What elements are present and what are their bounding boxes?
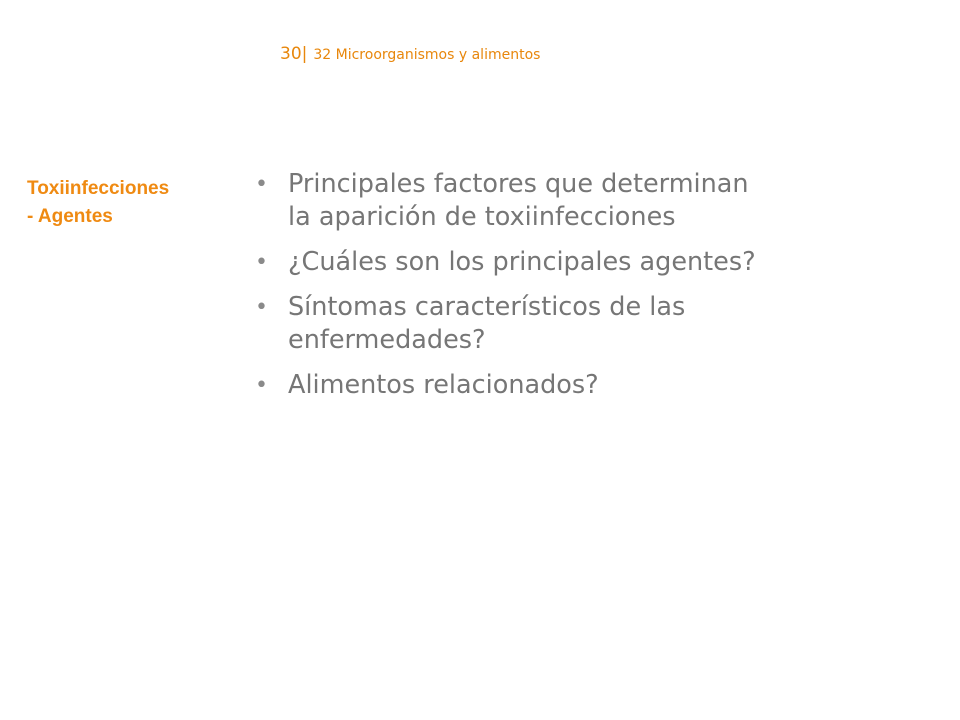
bullet-dot-icon: • [255,250,268,275]
page-number: 30 [280,44,302,64]
bullet-text-line-1: Alimentos relacionados? [288,370,599,400]
bullet-text-line-1: ¿Cuáles son los principales agentes? [288,247,756,277]
bullet-item [252,168,852,234]
slide-header [280,44,540,64]
bullet-text-line-1: Síntomas característicos de las [288,292,686,322]
bullet-item [252,291,852,357]
bullet-dot-icon: • [255,172,268,197]
bullet-dot-icon: • [255,295,268,320]
section-label [27,175,257,231]
presentation-title: 32 Microorganismos y alimentos [313,47,541,63]
section-label-line-1: Toxiinfecciones [27,178,170,199]
bullet-item [252,246,852,279]
header-separator: | [301,44,308,64]
bullet-text-line-2: la aparición de toxiinfecciones [288,202,676,232]
section-label-line-2: - Agentes [27,206,113,227]
bullet-text-line-1: Principales factores que determinan [288,169,749,199]
bullet-dot-icon: • [255,373,268,398]
bullet-text-line-2: enfermedades? [288,325,486,355]
bullet-item [252,369,852,402]
bullet-list [252,168,852,414]
